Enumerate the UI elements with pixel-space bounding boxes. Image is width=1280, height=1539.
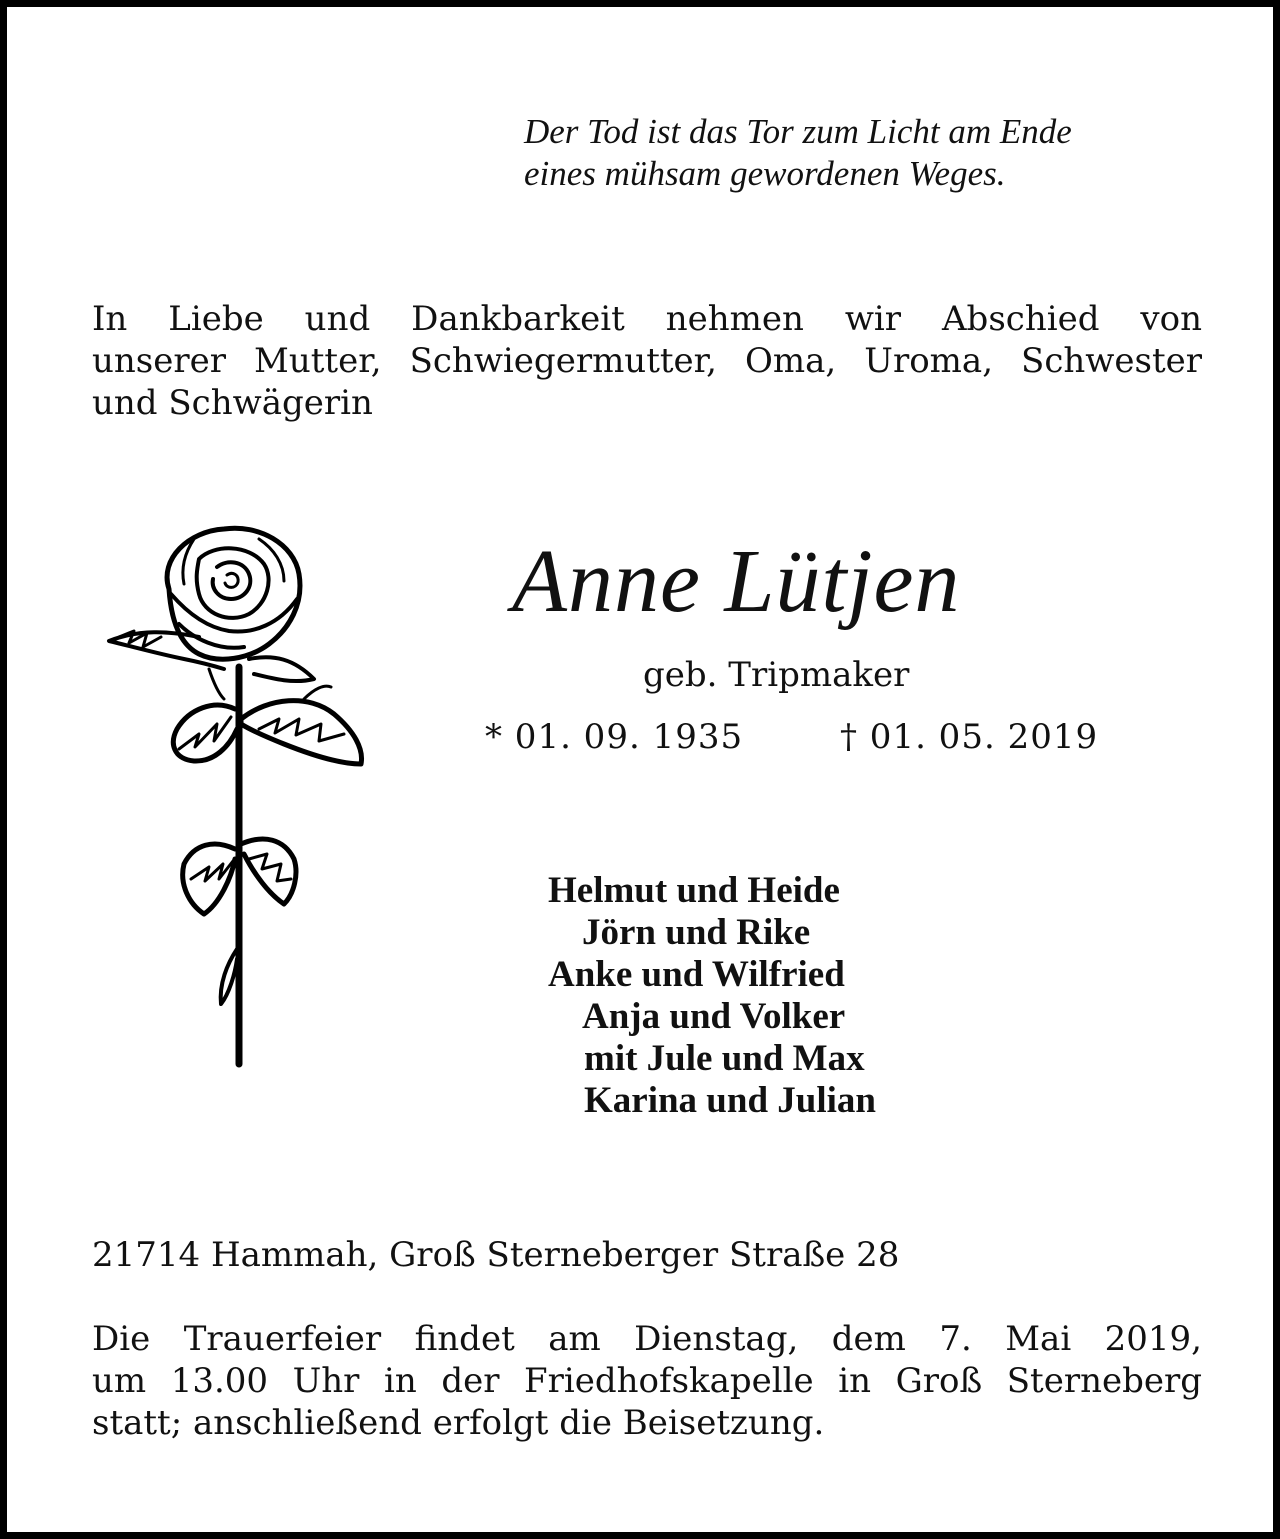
funeral-line: Die Trauerfeier findet am Dienstag, dem 7. Mai 2019,: [92, 1319, 1202, 1359]
intro-line: unserer Mutter, Schwiegermutter, Oma, Uroma, Schwester: [92, 341, 1202, 381]
motto-quote: [524, 111, 1224, 195]
funeral-notice: [92, 1318, 1202, 1444]
address-line: 21714 Hammah, Groß Sterneberger Straße 28: [92, 1235, 900, 1275]
birth-date: * 01. 09. 1935: [485, 717, 744, 757]
intro-line: In Liebe und Dankbarkeit nehmen wir Abschied von: [92, 299, 1202, 339]
birth-name: geb. Tripmaker: [643, 655, 910, 695]
mourner-line: Anja und Volker: [582, 996, 846, 1037]
funeral-line: um 13.00 Uhr in der Friedhofskapelle in Groß Sterneberg: [92, 1361, 1202, 1401]
mourner-line: Jörn und Rike: [582, 912, 811, 953]
motto-line: eines mühsam gewordenen Weges.: [524, 154, 1006, 193]
mourner-line: mit Jule und Max: [584, 1038, 865, 1079]
funeral-line: statt; anschließend erfolgt die Beisetzung.: [92, 1403, 825, 1443]
rose-icon: [99, 519, 369, 1069]
address: [92, 1234, 1202, 1276]
mourner-line: Karina und Julian: [584, 1080, 877, 1121]
motto-line: Der Tod ist das Tor zum Licht am Ende: [524, 112, 1072, 151]
intro-line: und Schwägerin: [92, 383, 373, 423]
mourner-line: Helmut und Heide: [548, 870, 840, 911]
deceased-name: Anne Lütjen: [512, 532, 961, 631]
mourners-list: [527, 870, 967, 1122]
death-date: † 01. 05. 2019: [840, 717, 1099, 757]
mourner-line: Anke und Wilfried: [548, 954, 845, 995]
intro-text: [92, 298, 1202, 424]
